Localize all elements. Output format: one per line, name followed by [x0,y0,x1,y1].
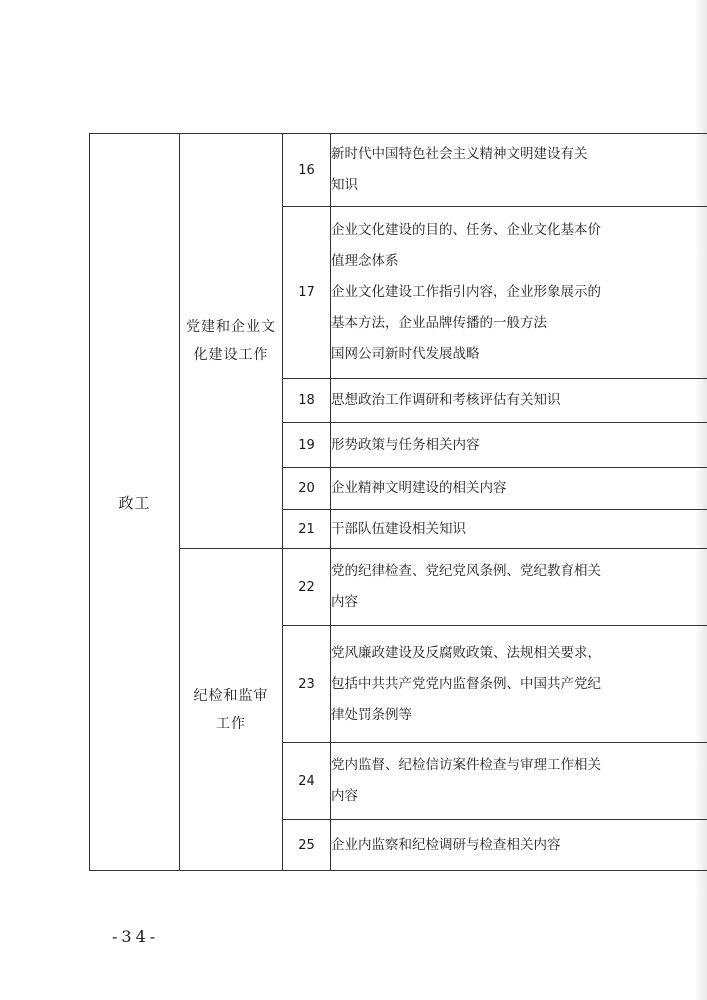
item-content [331,626,707,743]
item-content [331,423,707,468]
category-label-line: 党建和企业文 [186,319,276,335]
exam-topics-table [89,133,707,871]
content-line: 国网公司新时代发展战略 [331,346,480,362]
item-number: 23 [283,626,331,743]
page-number: -34- [112,927,160,946]
item-number: 25 [283,820,331,871]
category-label-line: 工作 [216,715,246,732]
content-line: 包括中共共产党党内监督条例、中国共产党纪 [331,675,601,692]
item-number: 20 [283,468,331,510]
content-line: 知识 [331,177,358,193]
content-line: 基本方法，企业品牌传播的一般方法 [331,315,547,331]
item-number: 21 [283,510,331,549]
content-line: 党内监督、纪检信访案件检查与审理工作相关 [331,757,601,773]
content-line: 新时代中国特色社会主义精神文明建设有关 [331,146,588,162]
item-number: 18 [283,379,331,423]
content-line: 企业文化建设的目的、任务、企业文化基本价 [331,222,601,238]
content-line: 企业文化建设工作指引内容，企业形象展示的 [331,284,601,300]
item-number: 16 [283,134,331,207]
item-number: 17 [283,207,331,379]
content-line: 内容 [331,594,358,610]
item-number: 24 [283,743,331,820]
content-line: 干部队伍建设相关知识 [331,520,466,537]
item-content [331,549,707,626]
content-line: 党的纪律检查、党纪党风条例、党纪教育相关 [331,563,601,579]
category-cell-discipline [180,549,283,871]
content-line: 律处罚条例等 [331,706,412,723]
content-line: 内容 [331,788,358,804]
content-line: 党风廉政建设及反腐败政策、法规相关要求， [331,644,601,661]
item-number: 19 [283,423,331,468]
item-content [331,820,707,871]
item-content [331,743,707,820]
content-line: 形势政策与任务相关内容 [331,436,480,453]
category-label-line: 纪检和监审 [193,687,269,704]
item-content [331,134,707,207]
table-row [90,549,707,626]
item-content [331,379,707,423]
item-content [331,207,707,379]
content-line: 企业内监察和纪检调研与检查相关内容 [331,836,561,853]
table-row [90,134,707,207]
item-content [331,510,707,549]
category-label-line: 化建设工作 [193,347,269,363]
category-cell-party-building [180,134,283,549]
content-line: 思想政治工作调研和考核评估有关知识 [331,392,561,408]
item-content [331,468,707,510]
item-number: 22 [283,549,331,626]
content-line: 企业精神文明建设的相关内容 [331,480,507,496]
content-line: 值理念体系 [331,253,399,269]
department-cell: 政工 [90,134,180,871]
